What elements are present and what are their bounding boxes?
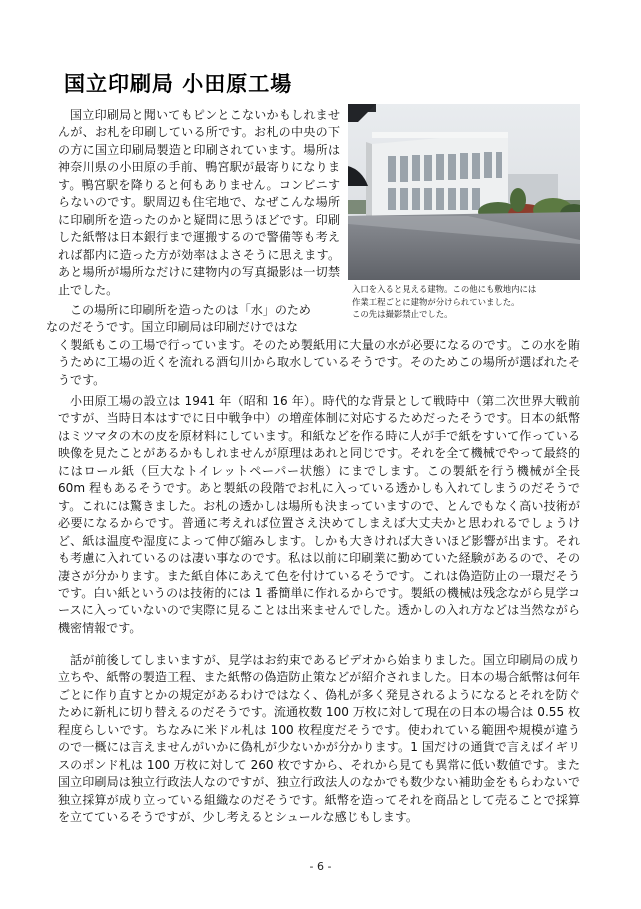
paragraph-history: 小田原工場の設立は 1941 年（昭和 16 年）。時代的な背景として戦時中（第二次世界大戦前ですが、当時日本はすでに日中戦争中）の増産体制に対応するためだったそうです。日本の紙幣はミツマタの木の皮を原材料にしています。和紙などを作る時に人が手で紙をすいて作っている映像を見たことがあるかもしれませんが原理はあれと同じです。それを全て機械でやって最終的にはロール紙（巨大なトイレットペーパー状態）にまでします。この製紙を行う機械が全長 60m 程もあるそうです。あと製紙の段階でお札に入っている透かしも入れてしまうのだそうです。これには驚きました。お札の透かしは場所も決まっていますので、とんでもなく高い技術が必要になるからです。普通に考えれば位置さえ決めてしまえば大丈夫かと思われるでしょうけど、紙は温度や湿度によって伸び縮みします。しかも大きければ大きいほど影響が出ます。それも考慮に入れているのは凄い事なのです。私は以前に印刷業に勤めていた経験があるので、その凄さが分かります。また紙自体にあえて色を付けているそうです。これは偽造防止の一環だそうです。白い紙というのは技術的には 1 番簡単に作れるからです。製紙の機械は残念ながら見学コースに入っていないので実際に見ることは出来ませんでした。透かしの入れ方などは当然ながら機密情報です。: [58, 394, 580, 635]
paragraph-water-head: [45, 302, 340, 337]
factory-photo: [348, 104, 580, 280]
paragraph-tour: 話が前後してしまいますが、見学はお約束であるビデオから始まりました。国立印刷局の成り立ちや、紙幣の製造工程、また紙幣の偽造防止策などが紹介されました。日本の場合紙幣は何年ごとに作り直すとかの規定があるわけではなく、偽札が多く発見されるようになるとそれを防ぐために新札に切り替えるのだそうです。流通枚数 100 万枚に対して現在の日本の場合は 0.55 枚程度らしいです。ちなみに米ドル札は 100 枚程度だそうです。使われている範囲や規模が違うので一概には言えませんがいかに偽札が少ないかが分かります。1 国だけの通貨で言えばイギリスのポンド札は 100 万枚に対して 260 枚ですから、それから見ても異常に低い数値です。また国立印刷局は独立行政法人なのですが、独立行政法人のなかでも数少ない補助金をもらわないで独立採算が成り立っている組織なのだそうです。紙幣を造ってそれを商品として売ることで採算を立てているそうですが、少し考えるとシュールな感じもします。: [58, 653, 580, 825]
caption-line: 入口を入ると見える建物。この他にも敷地内には: [352, 284, 537, 294]
paragraph-water-line1: この場所に印刷所を造ったのは「水」のため: [70, 303, 311, 317]
paragraph-water-tail: く製紙もこの工場で行っています。そのため製紙用に大量の水が必要になるのです。この水を賄うために工場の近くを流れる酒匂川から取水しているそうです。そのためこの場所が選ばれたそうです。: [58, 338, 580, 387]
photo-caption: [352, 283, 584, 321]
paragraph-water-line2: なのだそうです。国立印刷局は印刷だけではな: [45, 320, 298, 335]
caption-line: 作業工程ごとに建物が分けられていました。: [352, 296, 520, 307]
caption-line: この先は撮影禁止でした。: [352, 309, 453, 320]
paragraph-intro: 国立印刷局と聞いてもピンとこないかもしれませんが、お札を印刷している所です。お札の中央の下の方に国立印刷局製造と印刷されています。場所は神奈川県の小田原の手前、鴨宮駅が最寄りになります。鴨宮駅を降りると何もありません。コンビニすらないのです。駅周辺も住宅地で、なぜこんな場所に印刷所を造ったのかと疑問に思うほどです。印刷した紙幣は日本銀行まで運搬するので警備等も考えれば都内に造った方が効率はよさそうに思えます。あと場所が場所なだけに建物内の写真撮影は一切禁止でした。: [58, 108, 340, 297]
factory-building-image: [348, 104, 580, 280]
page-title: 国立印刷局 小田原工場: [64, 72, 293, 96]
page-number: - 6 -: [309, 860, 332, 873]
